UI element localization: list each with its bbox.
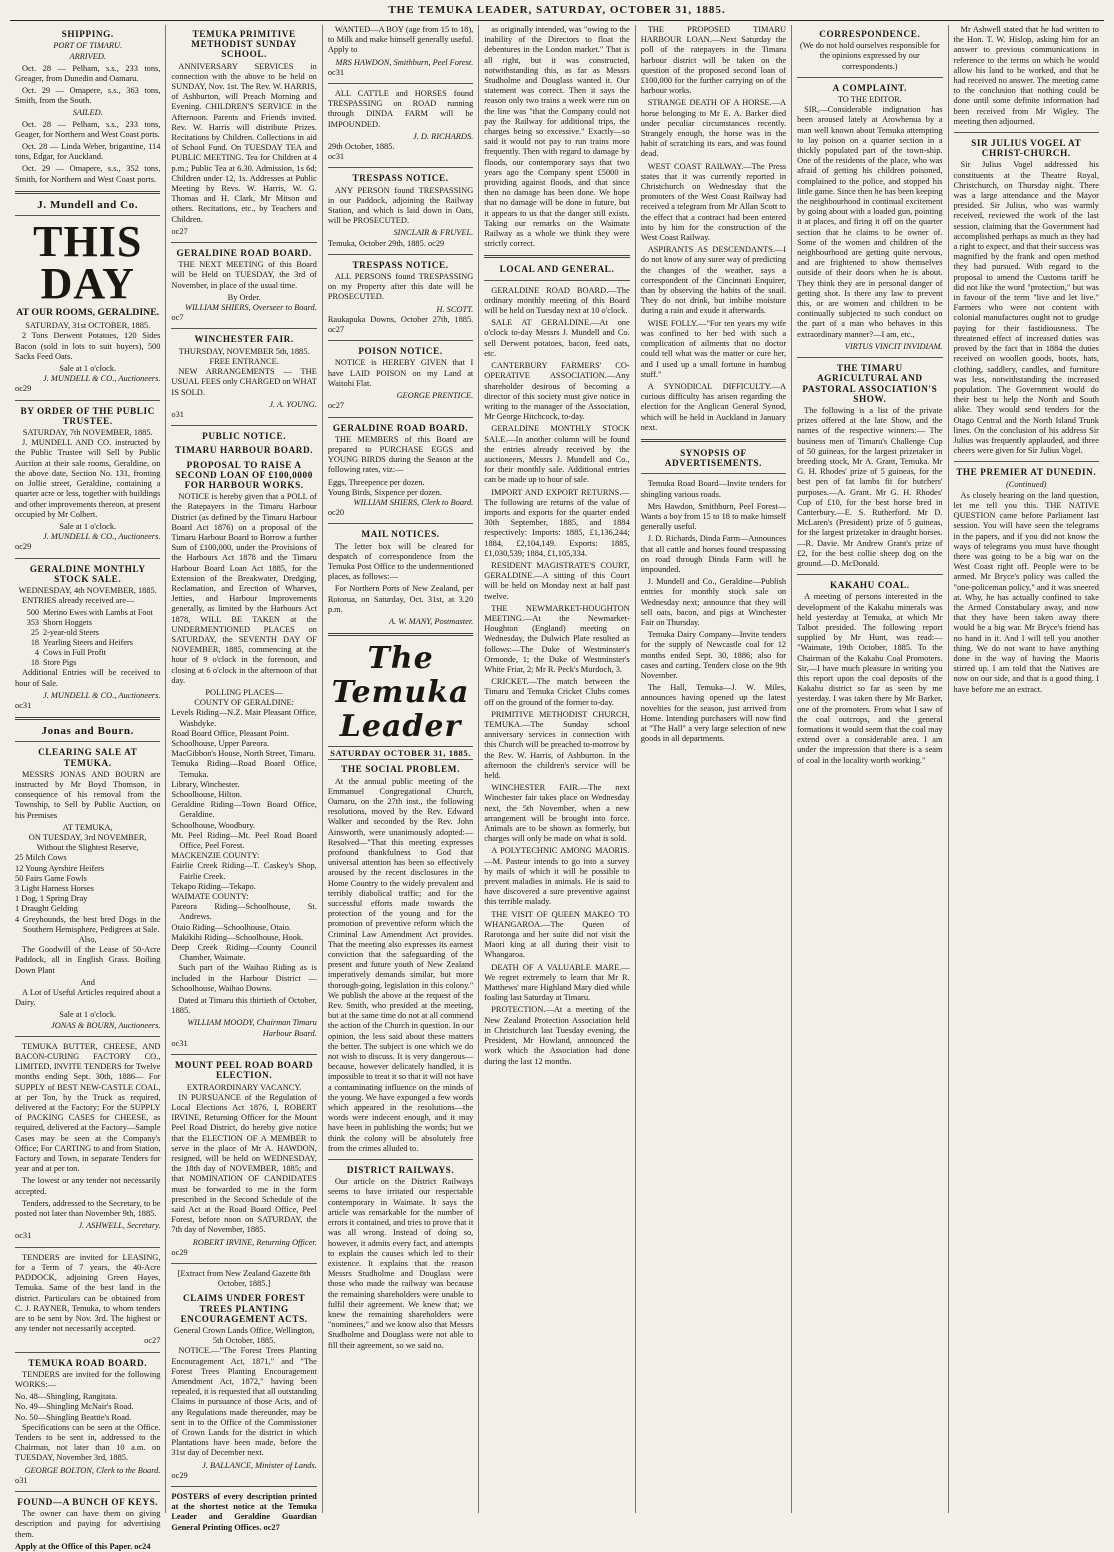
complaint-body: SIR,—Considerable indignation has been aroused lately at Arowhenua by a man well known about Temuka attempting to lay poison on a quarter section in a thickly populated part of the town-ship. One of the residents of the place, who was afraid of getting his children poisoned, complained to the police, and stopped his little game. Since then he has been keeping the neighbourhood in continual excitement by going about with a loaded gun, pointing it at places, and firing it off on the quarter section that he claims to be owner of. Some of the women and children of the neighbourhood are getting quite nervous, and are frightened to show themselves outside of their doors when he is about. They think they are in personal danger of getting shot. Is there any law to prevent this, or are women and children to be continually subjected to such conduct on the part of a man who behaves in this extraordinary manner?—I am, etc.,: [797, 105, 943, 339]
ad-code: o31: [15, 1475, 28, 1485]
this-day-heading: THIS DAY: [33, 217, 143, 309]
clearing-sale-body: MESSRS JONAS AND BOURN are instructed by Mr Boyd Thomson, in consequence of his removal from the Township, to Sell by Public Auction, on his Premises: [15, 769, 161, 820]
sailing-entry: Oct. 28 — Pelham, s.s., 233 tons, Geager, for Northern and West Coast ports.: [15, 119, 161, 139]
loan-proposal-heading: PROPOSAL TO RAISE A SECOND LOAN OF £100,0000 FOR HARBOUR WORKS.: [175, 459, 313, 490]
signature: H. SCOTT.: [436, 304, 474, 314]
road-board-spec: Specifications can be seen at the Office. Tenders to be sent in, addressed to the Chairman, not later than 10 a.m. on TUESDAY, November 3rd, 1885.: [15, 1422, 161, 1463]
sale-time: Sale at 1 o'clock.: [59, 1010, 117, 1020]
this-day-place: AT OUR ROOMS, GERALDINE.: [16, 307, 160, 319]
divider: [15, 400, 160, 401]
mount-peel-election-body: IN PURSUANCE of the Regulation of Local Elections Act 1876, I, ROBERT IRVINE, Returning Officer for the Mount Peel Road District, do hereby give notice that the ELECTION OF A MEMBER to serve in the place of Mr A. HAWDON, resigned, will be held on WEDNESDAY, the 18th day of NOVEMBER, 1885; and that NOMINATION OF CANDIDATES must be forwarded to me in the form prescribed in the Second Schedule of the said Act at the Road Board Office, Peel Forest, before noon on SATURDAY, the 7th day of November, 1885.: [171, 1092, 317, 1235]
columns: [10, 25, 1104, 1551]
news-item: CRICKET.—The match between the Timaru and Temuka Cricket Clubs comes off on the ground of the former to-day.: [484, 677, 630, 707]
trustee-heading: BY ORDER OF THE PUBLIC TRUSTEE.: [20, 405, 155, 426]
kakahu-coal-heading: KAKAHU COAL.: [829, 580, 910, 591]
divider: [328, 254, 473, 255]
clearing-sale-item: 12 Young Ayrshire Heifers: [15, 863, 105, 873]
ad-code: o31: [171, 409, 184, 419]
forest-claims-body: NOTICE.—"The Forest Trees Planting Encouragement Act, 1871," and "The Forest Trees Planting Encouragement Amendment Act, 1872," having been repealed, it is requested that all outstanding Claims in pursuance of those Acts, and of any Regulations made thereunder, may be sent in to the Office of the Commissioner of Crown Lands for the district in which Plantations have been made, before the 31st day of December next.: [171, 1346, 317, 1458]
stock-sale-date: WEDNESDAY, 4th NOVEMBER, 1885.: [18, 585, 157, 595]
ad-code: oc29: [171, 1247, 188, 1257]
stock-entry-count: 18: [30, 658, 39, 668]
district-railways-heading: DISTRICT RAILWAYS.: [346, 1165, 455, 1176]
continued-label: (Continued): [1006, 479, 1047, 489]
mail-notices-body: For Northern Ports of New Zealand, per Rotorua, on Saturday, Oct. 31st, at 3.20 p.m.: [327, 584, 474, 614]
polling-note: Such part of the Waihao Riding as is included in the Harbour District — Schoolhouse, Waihao Downs.: [171, 963, 317, 993]
divider: [797, 574, 942, 575]
divider: [328, 167, 473, 168]
divider: [171, 425, 316, 426]
ad-code: oc7: [171, 313, 184, 323]
divider: [15, 1352, 160, 1353]
auctioneer-heading: Jonas and Bourn.: [41, 725, 134, 738]
apply-footer: Apply at the Office of this Paper. oc24: [15, 1541, 151, 1551]
forest-claims-heading: CLAIMS UNDER FOREST TREES PLANTING ENCOURAGEMENT ACTS.: [180, 1293, 308, 1324]
synopsis-item: J. Mundell and Co., Geraldine—Publish entries for monthly stock sale on Wednesday next; announce that they will sell oats, bacon, and pigs at Winchester Fair on Thursday.: [640, 577, 787, 627]
stock-entry-count: 25: [30, 628, 39, 638]
column-5: [636, 25, 792, 1513]
butter-factory-lowest: The lowest or any tender not necessarily accepted.: [15, 1176, 161, 1196]
clearing-sale-place: AT TEMUKA,: [62, 822, 113, 832]
synopsis-item: The Hall, Temuka—J. W. Miles, announces having opened up the latest novelties for the season, just arrived from Home. Intending purchasers will now find at "The Hall" a very large selection of new goods in all departments.: [640, 683, 787, 744]
divider: [328, 340, 473, 341]
district-railways-body: Our article on the District Railways seems to have irritated our respectable contemporary in Waimate. It says the article was remarkable for the number of errors it contained, and tries to prove that it was all wrong. Instead of doing so, however, it admits every fact, and attempts to explain the causes which led to their existence. It explains that the reason Messrs Studholme and Douglass were those who made the railway was because the remaining shareholders were unable to fulfil their agreement. We knew that; we knew the remaining shareholders were "nominees," and we know also that Messrs Studholme and Douglass were not able to fill their agreement, so we said no.: [327, 1177, 474, 1350]
premier-heading: THE PREMIER AT DUNEDIN.: [956, 467, 1097, 478]
ad-code: oc29: [15, 384, 32, 394]
kakahu-continued: Mr Ashwell stated that he had written to the Hon. T. W. Hislop, asking him for an answer to previous communications in reference to the terms on which he would allow his land to be worked, and that he had received no answer. The meeting came to the conclusion that nothing could be done until some definite information had been received from Mr Wigley. The meeting then adjourned.: [953, 25, 1099, 126]
issue-dateline: SATURDAY OCTOBER 31, 1885.: [328, 746, 473, 760]
synopsis-item: Mrs Hawdon, Smithburn, Peel Forest—Wants a boy from 15 to 18 to make himself generally useful.: [640, 501, 787, 532]
stock-entry-description: Cows in Full Profit: [43, 648, 107, 658]
stock-entry-description: Store Pigs: [43, 658, 77, 668]
polling-place-item: Library, Winchester.: [171, 779, 240, 789]
sailed-label: SAILED.: [72, 108, 103, 118]
polling-place-item: Pareora Riding—Schoolhouse, St. Andrews.: [171, 902, 317, 922]
sailing-entry: Oct. 28 — Linda Weber, brigantine, 114 tons, Edgar, for Auckland.: [15, 142, 161, 162]
signature: GEORGE PRENTICE.: [396, 391, 474, 401]
stock-entry-row: [15, 628, 160, 638]
divider: [171, 328, 316, 329]
sale-time: Sale at 1 o'clock.: [59, 521, 117, 531]
divider: [328, 633, 473, 636]
road-contracts: [15, 1392, 160, 1423]
news-item: A POLYTECHNIC AMONG MAORIS.—M. Pasteur intends to go into a survey by mails of which it will be possible to prevent maladies in animals. He is said to have discovered a sure preventive against this terrible malady.: [484, 846, 630, 907]
ad-code: oc31: [15, 700, 32, 710]
trustee-body: J. MUNDELL AND CO. instructed by the Public Trustee will Sell by Public Auction at their sale rooms, Geraldine, on the above date, Section No. 131, fronting on Jollie street, Geraldine, containing a quarter acre or less, together with buildings and other improvements thereon, at present occupied by Mr Colbert.: [15, 438, 161, 519]
notice-date: Raukapuka Downs, October 27th, 1885. oc27: [327, 314, 474, 335]
column-7: [949, 25, 1104, 1513]
ad-code: oc31: [327, 152, 345, 162]
news-item: CANTERBURY FARMERS' CO-OPERATIVE ASSOCIATION.—Any shareholder desirous of becoming a director of this society must give notice in writing to the manager of the Association, Mr George Hitchcock, to-day.: [484, 361, 630, 422]
signature: A. W. MANY, Postmaster.: [388, 616, 474, 626]
clearing-sale-items: [15, 853, 160, 935]
vogel-body: Sir Julius Vogel addressed his constituents at the Theatre Royal, Christchurch, on Thursday night. There was a large attendance and the Mayor presided. Sir Julius, who was warmly received, reviewed the work of the last session, claiming that the Government had accomplished perhaps as much as they had a right to expect, and that their success was magnified by the frank and open method they had pursued. With regard to the proposal to amend the Customs tariff he did not like the word "protection," but was in favour of the term "live and let live." Farmers who were not content with colonial manufactures ought not to grudge paying for their fastidiousness. The threatened effect of increased duties was proved by the fact that in 1884 the duties received on woollen goods, boots, hats, clothing, saddlery, candles, and furniture was less, notwithstanding the increased population. The Government would do their best to help the North and South alike. They would send tenders for the Otago Central and the North Island Trunk lines. On the conclusion of his address Sir Julius was frequently applauded, and three cheers were given for Sir Julius Vogel.: [953, 160, 1099, 456]
ad-code: oc20: [327, 508, 345, 518]
news-item: WINCHESTER FAIR.—The next Winchester fair takes place on Wednesday next, the 5th November, when a new arrangement will be brought into force. Animals are to be shown as formerly, but charges will only be made on what is sold.: [484, 783, 630, 844]
stock-entry-count: 4: [34, 648, 39, 658]
cattle-notice-body: ALL CATTLE and HORSES found TRESPASSING on ROAD running through DINDA FARM will be IMPOUNDED.: [327, 89, 474, 129]
road-contract-item: No. 48—Shingling, Rangitata.: [15, 1392, 118, 1402]
signature: WILLIAM MOODY, Chairman Timaru Harbour Board.: [187, 1018, 317, 1038]
news-item: IMPORT AND EXPORT RETURNS.—The following are returns of the value of imports and exports for the quarter ended 30th September, 1885, and 1884 respectively: Imports: 1885, £1,136,244; 1884, £2,104,149. Exports: 1885, £1,030,539; 1884, £1,105,334.: [484, 487, 630, 558]
harbour-board-heading: TIMARU HARBOUR BOARD.: [175, 445, 314, 456]
divider: [641, 473, 786, 474]
divider: [171, 1486, 316, 1487]
local-news-items: [484, 286, 629, 1067]
ad-code: oc27: [144, 1336, 161, 1346]
trustee-date: SATURDAY, 7th NOVEMBER, 1885.: [22, 428, 153, 438]
divider: [641, 439, 786, 442]
public-notice-heading: PUBLIC NOTICE.: [202, 431, 287, 442]
premier-body: As closely bearing on the land question, let me tell you this. THE NATIVE QUESTION came before Parliament last session. You will have seen the telegrams in the papers, and if you did not know the ways of telegrams you must have thought there was going to be a big war on the West Coast right off. People were to be armed. Mr Bryce's policy was called the "one-policeman policy," and it was sneered at. Why, he has actually confined to take the Armed Constabulary away, and now that they have been taken away there would be a big war. Mr Bryce's friend has no hand in it. And I will tell you another thing. We do not want to have anything done in the way of having the Maoris stirred up. I am told that the Natives are now on our side, and that is a good thing. I have before me an extract.: [953, 490, 1099, 694]
stock-entry-count: 353: [26, 618, 39, 628]
trespass-heading: TRESPASS NOTICE.: [352, 259, 449, 270]
clearing-sale-item: 25 Milch Cows: [15, 853, 67, 863]
road-contract-item: No. 50—Shingling Beattie's Road.: [15, 1412, 132, 1422]
local-general-heading: LOCAL AND GENERAL.: [499, 264, 615, 275]
stock-entry-description: Yearling Steers and Heifers: [43, 638, 133, 648]
gazette-extract: [Extract from New Zealand Gazette 8th October, 1885.]: [177, 1268, 311, 1289]
trespass-body: ALL PERSONS found TRESPASSING on my Property after this date will be PROSECUTED.: [327, 272, 474, 302]
signature: WILLIAM SHIERS, Overseer to Board.: [185, 303, 317, 313]
mail-notices-heading: MAIL NOTICES.: [361, 529, 440, 540]
polling-place-item: MacGibbon's House, North Street, Timaru.: [171, 749, 316, 759]
forest-claims-office: General Crown Lands Office, Wellington, 5th October, 1885.: [173, 1325, 315, 1346]
news-item: THE NEWMARKET-HOUGHTON MEETING.—At the Newmarket-Houghton (England) meeting on Wednesday, the Dulwich Plate resulted as follows:—The Duke of Westminster's Ormonde, 1; the Duke of Westminster's White Friar, 2; Mr R. Peck's Murdoch, 3.: [484, 603, 630, 674]
clearing-lot: A Lot of Useful Articles required about a Dairy.: [15, 988, 161, 1008]
polling-place-item: Road Board Office, Pleasant Point.: [171, 728, 289, 738]
polling-place-item: Temuka Riding—Road Board Office, Temuka.: [171, 759, 317, 779]
ad-code: oc27: [171, 226, 188, 236]
signature: VIRTUS VINCIT INVIDIAM.: [844, 341, 943, 351]
stock-entry-count: 18: [30, 638, 39, 648]
paper-title: The Temuka Leader: [331, 641, 470, 745]
stock-entry-row: [15, 648, 160, 658]
stock-entry-row: [15, 658, 160, 668]
stock-sale-note: Additional Entries will be received to hour of Sale.: [15, 668, 161, 688]
polling-place-item: Otaio Riding—Schoolhouse, Otaio.: [171, 922, 291, 932]
this-day-date: SATURDAY, 31st OCTOBER, 1885.: [25, 321, 151, 331]
clearing-sale-date: ON TUESDAY, 3rd NOVEMBER, Without the Slightest Reserve,: [28, 832, 147, 853]
column-2: [166, 25, 322, 1532]
polling-place-item: MACKENZIE COUNTY:: [171, 851, 260, 861]
trespass-heading: TRESPASS NOTICE.: [352, 173, 449, 184]
signature: J. BALLANCE, Minister of Lands.: [202, 1460, 317, 1470]
bird-rates: [328, 478, 473, 498]
divider: [15, 558, 160, 559]
stock-entry-description: Merino Ewes with Lambs at Foot: [43, 608, 153, 618]
divider: [15, 1036, 160, 1037]
clearing-sale-item: 1 Dog, 1 Spring Dray: [15, 894, 88, 904]
polling-dated: Dated at Timaru this thirtieth of October, 1885.: [171, 996, 317, 1016]
signature: J. MUNDELL & CO., Auctioneers.: [43, 532, 161, 542]
stock-sale-heading: GERALDINE MONTHLY STOCK SALE.: [29, 563, 146, 584]
stock-entry-row: [15, 608, 160, 618]
synopsis-item: J. D. Richards, Dinda Farm—Announces that all cattle and horses found trespassing on road through Dinda Farm will be impounded.: [640, 534, 787, 574]
news-item: THE VISIT OF QUEEN MAKEO TO WHANGAROA.—The Queen of Rarotonga and her suite did not visit the Maori king at all during their visit to Whangaroa.: [484, 909, 630, 960]
arrival-entry: Oct. 29 — Omapere, s.s., 363 tons, Smith, from the South.: [15, 86, 161, 106]
synopsis-heading: SYNOPSIS OF ADVERTISEMENTS.: [664, 447, 763, 469]
clearing-goodwill: The Goodwill of the Lease of 50-Acre Paddock, all in English Grass. Boiling Down Plant: [15, 945, 161, 975]
correspondence-heading: CORRESPONDENCE.: [819, 29, 921, 39]
polling-places-heading: POLLING PLACES—: [205, 687, 283, 697]
synopsis-item: Temuka Road Board—Invite tenders for shingling various roads.: [640, 479, 787, 499]
poison-body: NOTICE is HEREBY GIVEN that I have LAID POISON on my Land at Waitohi Flat.: [327, 358, 474, 388]
news-item: PRIMITIVE METHODIST CHURCH, TEMUKA.—The Sunday school anniversary services in connection with this Church will be preached to-morrow by the Rev. W. Harris, of Ashburton. In the afternoon the children's service will be held.: [484, 709, 630, 781]
clearing-sale-item: 1 Draught Gelding: [15, 904, 78, 914]
divider: [328, 83, 473, 84]
clearing-sale-item: 3 Light Harness Horses: [15, 883, 94, 893]
poison-heading: POISON NOTICE.: [358, 346, 443, 357]
polling-place-item: Fairlie Creek Riding—T. Caskey's Shop, Fairlie Creek.: [171, 861, 317, 881]
divider: [15, 1491, 160, 1492]
ad-code: oc29: [15, 542, 32, 552]
complaint-heading: A COMPLAINT.: [832, 82, 908, 93]
news-item: GERALDINE MONTHLY STOCK SALE.—In another column will be found the entries already received by the auctioneers, Messrs J. Mundell and Co., for their monthly sale. Additional entries can be made up to hour of sale.: [484, 424, 630, 485]
notice-date: Temuka, October 29th, 1885. oc29: [327, 238, 445, 248]
signature: MRS HAWDON, Smithburn, Peel Forest.: [335, 57, 474, 67]
polling-places-list: [171, 708, 316, 963]
stock-sale-intro: ENTRIES already received are—: [22, 596, 135, 606]
signature: JONAS & BOURN, Auctioneers.: [51, 1020, 161, 1030]
stock-entry-count: 500: [26, 608, 39, 618]
divider: [484, 280, 629, 281]
ad-code: oc27: [327, 401, 345, 411]
signature: J. ASHWELL, Secretary.: [78, 1221, 161, 1231]
show-body: The following is a list of the private prizes offered at the late Show, and the names of the respective winners:— The business men of Timaru's Challenge Cup of 50 guineas, for the largest prizetaker in breeding stock, Mr A. Grant, Temuka. Mr G. H. Rhodes' prize of 5 guineas, for the best pen of fat lambs fit for butchers' purposes.—A. Grant. Mr G. H. Rhodes' Cup of £10, for the best horse bred in Canterbury.—E. S. Rutherford. Mr D. McLaren's (President) prize of 5 guineas, for the largest prizetaker in draught horses.—R. Davie. Mr Andrew Grant's prize of £2, for the best collie sheep dog on the ground.—D. McDonald.: [797, 405, 943, 568]
news-item: ASPIRANTS AS DESCENDANTS.—I do not know of any surer way of predicting the changes of the weather, says a correspondent of the Cincinnati Enquirer, than by observing the habits of the snail. They do not drink, but imbibe moisture during a rain and exude it afterwards.: [640, 245, 787, 316]
news-item: SALE AT GERALDINE.—At one o'clock to-day Messrs J. Mundell and Co. sell Derwent potatoes, bacon, feed oats, etc.: [484, 318, 630, 358]
news-item: THE PROPOSED TIMARU HARBOUR LOAN.—Next Saturday the poll of the ratepayers in the Timaru harbour district will be taken on the question of the proposed second loan of £100,000 for the further carrying on of the harbour works.: [640, 25, 787, 96]
sailing-entry: Oct. 29 — Omapere, s.s., 352 tons, Smith, for Northern and West Coast ports.: [15, 164, 161, 184]
stock-entries-table: [15, 608, 160, 668]
divider: [15, 191, 160, 194]
geraldine-road-board-heading: GERALDINE ROAD BOARD.: [332, 422, 469, 433]
clearing-sale-item: 50 Fairs Game Fowls: [15, 873, 87, 883]
signature: J. D. RICHARDS.: [413, 131, 474, 141]
ad-code: oc31: [171, 1038, 188, 1048]
road-board-body: TENDERS are invited for the following WORKS:—: [15, 1369, 161, 1389]
arrived-label: ARRIVED.: [69, 52, 106, 62]
social-problem-heading: THE SOCIAL PROBLEM.: [341, 764, 460, 775]
clearing-and: And: [80, 977, 95, 987]
news-item: GERALDINE ROAD BOARD.—The ordinary monthly meeting of this Board will be held on Tuesday next at 10 o'clock.: [484, 285, 630, 316]
divider: [328, 1159, 473, 1160]
synopsis-items: [641, 479, 786, 744]
polling-place-item: Schoolhouse, Hilton.: [171, 790, 242, 800]
railways-continued: as originally intended, was "owing to the inability of the Directors to float the debentures in the London market." That is all right, but it was constructed, notwithstanding this, as far as Messrs Studholme and Douglass wanted it. Our statement was correct. Then it says the reason only two trains a week were run on the line was "that the Company could not pay the Railway for additional trips, the charges being so excessive." Exactly—so said it would not pay to run trains more frequently. Then with regard to damage by floods, our contemporary says that two years ago the Company spent £5000 in providing against floods, and that since then no damage has been done. We hope that no damage will be done in future, but it appears to us that the danger still exists. Taking our remarks on the Waimate Railway as a whole we think they were strictly correct.: [484, 25, 630, 249]
vacancy-subheading: EXTRAORDINARY VACANCY.: [186, 1082, 302, 1092]
ad-code: oc31: [327, 67, 345, 77]
mail-notices-body: The letter box will be cleared for despatch of correspondence from the Temuka Post Office to the undermentioned places, as follows:—: [327, 541, 474, 582]
bird-rate-item: Young Birds, Sixpence per dozen.: [327, 487, 442, 497]
eggs-notice-body: THE MEMBERS of this Board are prepared to PURCHASE EGGS and YOUNG BIRDS during the Season at the following rates, viz:—: [327, 434, 474, 475]
county-label: COUNTY OF GERALDINE:: [194, 698, 294, 708]
clearing-sale-item: 4 Greyhounds, the best bred Dogs in the Southern Hemisphere, Pedigrees at Sale.: [15, 914, 161, 934]
divider: [171, 1263, 316, 1264]
column-4: [479, 25, 635, 1513]
winchester-fair-date: THURSDAY, NOVEMBER 5th, 1885.: [178, 346, 310, 356]
leasing-tender: TENDERS are invited for LEASING, for a Term of 7 years, the 40-Acre PADDOCK, adjoining Green Hayes, Temuka. Same of the best land in the district. Particulars can be obtained from C. J. RAYNER, Temuka, to whom tenders are to be sent by Nov. 3rd. The highest or any tender not necessarily accepted.: [15, 1252, 161, 1334]
polling-place-item: Mt. Peel Riding—Mt. Peel Road Board Office, Peel Forest.: [171, 830, 317, 851]
found-keys-body: The owner can have them on giving description and paying for advertising them.: [15, 1509, 161, 1539]
divider: [328, 417, 473, 418]
clearing-also: Also,: [78, 935, 97, 944]
notice-date: 29th October, 1885.: [327, 142, 395, 152]
posters-notice: POSTERS of every description printed at the shortest notice at the Temuka Leader and Geraldine Guardian General Printing Offices. oc27: [171, 1492, 317, 1532]
methodist-body: ANNIVERSARY SERVICES in connection with the above to be held on SUNDAY, Nov. 1st. The Rev. W. HARRIS, of Ashburton, will Preach Morning and Evening. CHILDREN'S SERVICE in the Afternoon. Parents and Friends invited. Rev. W. Harris will distribute Prizes. Recitations by Children. Collections in aid of School Fund. On TUESDAY TEA and PUBLIC MEETING. Tea for Children at 4 p.m.; Public Tea at 6.30. Admission, 1s 6d; Children under 12, 1s. Addresses at Public Meeting by Revs. W. Harris, W. G. Thomas and H. Clark, Mr Mitson and others. Recitations, etc., by Teachers and Children.: [171, 61, 317, 224]
local-news-items: [641, 25, 786, 433]
polling-place-item: Schoolhouse, Woodbury.: [171, 820, 255, 830]
divider: [484, 255, 629, 258]
winchester-fair-entrance: FREE ENTRANCE.: [209, 356, 279, 366]
butter-factory-address: Tenders, addressed to the Secretary, to be posted not later than November 9th, 1885.: [15, 1198, 161, 1219]
polling-place-item: Schoolhouse, Upper Pareora.: [171, 739, 270, 748]
correspondence-note: (We do not hold ourselves responsible for the opinions expressed by our correspondents.): [799, 41, 940, 71]
column-1: [10, 25, 166, 1551]
divider: [954, 461, 1099, 462]
to-the-editor: TO THE EDITOR.: [837, 95, 902, 105]
kakahu-coal-body: A meeting of persons interested in the development of the Kakahu minerals was held yesterday at Temuka, at which Mr Talbot presided. The following report supplied by Mr Hunt, was read:— "Waimate, 19th October, 1885. To the Chairman of the Kakahu Coal Promoters. Sir,—I have much pleasure in writing you this report upon the coal deposits of the Kakahu district so far as seen by me yesterday. I was taken there by Mr Barker, one of the promoters. From what I saw of the coal outcrops, and the general formations it would seem that the coal may extend over a considerable area. I am under the impression that there is a seam of coal in the locality worth working.": [797, 592, 943, 765]
signature: WILLIAM SHIERS, Clerk to Board.: [353, 497, 474, 507]
polling-place-item: Makikihi Riding—Schoolhouse, Hook.: [171, 932, 304, 942]
ad-code: oc31: [15, 1231, 32, 1241]
divider: [328, 523, 473, 524]
stock-entry-row: [15, 618, 160, 628]
auctioneer-heading: J. Mundell and Co.: [37, 198, 139, 211]
divider: [15, 1247, 160, 1248]
news-item: DEATH OF A VALUABLE MARE.—We regret extremely to learn that Mr R. Matthews' mare Highland Mary died while foaling last Saturday at Timaru.: [484, 962, 630, 1003]
winchester-fair-heading: WINCHESTER FAIR.: [194, 334, 294, 345]
news-item: STRANGE DEATH OF A HORSE.—A horse belonging to Mr E. A. Barker died under peculiar circumstances recently. Strangely enough, the horse was in the habit of scratching its ears, and was found dead.: [640, 98, 787, 159]
polling-place-item: Levels Riding—N.Z. Mair Pleasant Office, Washdyke.: [171, 708, 317, 728]
synopsis-item: Temuka Dairy Company—Invite tenders for the supply of Newcastle coal for 12 months ended Sept. 30, 1886; also for cases and carting. Tenders close on the 9th November.: [640, 630, 787, 680]
signature: SINCLAIR & FRUVEL.: [393, 228, 474, 238]
polling-place-item: Deep Creek Riding—County Council Chamber, Waimate.: [171, 943, 317, 963]
running-title: THE TEMUKA LEADER, SATURDAY, OCTOBER 31, 1885.: [388, 4, 726, 16]
news-item: A SYNODICAL DIFFICULTY.—A curious difficulty has arisen regarding the election for the Anglican General Synod, which will be held in Auckland in January next.: [640, 381, 787, 432]
port-heading: PORT OF TIMARU.: [53, 41, 123, 51]
stock-entry-row: [15, 638, 160, 648]
polling-place-item: WAIMATE COUNTY:: [171, 892, 249, 902]
divider: [797, 77, 942, 78]
column-3: [323, 25, 479, 1513]
show-heading: THE TIMARU AGRICULTURAL AND PASTORAL ASSOCIATION'S SHOW.: [802, 363, 938, 404]
column-6: [792, 25, 948, 1513]
shipping-heading: SHIPPING.: [61, 29, 114, 39]
trespass-body: ANY PERSON found TRESPASSING in our Paddock, adjoining the Railway Station, and which is laid down in Oats, will be PROSECUTED.: [327, 185, 474, 226]
methodist-heading: TEMUKA PRIMITIVE METHODIST SUNDAY SCHOOL.: [191, 29, 298, 60]
divider: [797, 357, 942, 358]
paper-nameplate: [328, 642, 473, 760]
geraldine-road-board-heading: GERALDINE ROAD BOARD.: [176, 248, 312, 259]
divider: [171, 242, 316, 243]
polling-place-item: Geraldine Riding—Town Board Office, Geraldine.: [171, 800, 317, 820]
vogel-heading: SIR JULIUS VOGEL AT CHRIST-CHURCH.: [971, 138, 1082, 159]
road-contract-item: No. 49—Shingling McNair's Road.: [15, 1402, 134, 1412]
bird-rate-item: Eggs, Threepence per dozen.: [327, 477, 425, 487]
divider: [954, 132, 1099, 133]
this-day-body: 2 Tons Derwent Potatoes, 120 Sides Bacon (sold in lots to suit buyers), 500 Sacks Feed Oats.: [15, 331, 161, 361]
sale-time: Sale at 1 o'clock.: [59, 364, 117, 374]
polling-place-item: Tekapo Riding—Tekapo.: [171, 881, 256, 891]
stock-entry-description: Shorn Hoggets: [43, 618, 92, 628]
stock-entry-description: 2-year-old Steers: [43, 628, 99, 638]
divider: [15, 741, 160, 742]
divider: [15, 215, 160, 216]
by-order: By Order.: [227, 292, 261, 302]
signature: ROBERT IRVINE, Returning Officer.: [192, 1237, 317, 1247]
loan-proposal-body: NOTICE is hereby given that a POLL of the Ratepayers in the Timaru Harbour District (as defined by the Timaru Harbour Board Act 1876) on a proposal of the Timaru Harbour Board to Borrow a further Sum of £100,000, under the Provisions of the Harbours Act 1878 and the Timaru Harbour Board Loan Act 1885, for the Extension of the Breakwater, Dredging, Reclamation, and Erection of Wharves, Jetties, and Harbour Improvements generally, as limited by the Harbours Act 1878, WILL BE TAKEN at the UNDERMENTIONED PLACES on SATURDAY, the SEVENTH DAY OF NOVEMBER, 1885, commencing at the hour of 9 o'clock in the forenoon, and closing at 6 o'clock in the afternoon of that day.: [171, 492, 317, 685]
news-item: PROTECTION.—At a meeting of the New Zealand Protection Association held in Christchurch last Tuesday evening, the President, Mr Howland, announced the work which the Association had done during the last 12 months.: [484, 1005, 630, 1066]
mount-peel-election-heading: MOUNT PEEL ROAD BOARD ELECTION.: [175, 1060, 314, 1081]
news-item: WEST COAST RAILWAY.—The Press states that it was currently reported in Christchurch on Wednesday that the promoters of the West Coast Railway had received a telegram from Mr Allan Scott to the effect that a contract had been entered into by him for the construction of the West Coast Railway.: [640, 161, 787, 243]
running-header: [10, 0, 1104, 21]
divider: [15, 717, 160, 720]
winchester-fair-body: NEW ARRANGEMENTS — THE USUAL FEES only CHARGED on WHAT IS SOLD.: [171, 367, 317, 397]
signature: GEORGE BOLTON, Clerk to the Board.: [24, 1465, 161, 1475]
signature: J. MUNDELL & CO., Auctioneers.: [43, 374, 161, 384]
news-item: RESIDENT MAGISTRATE'S COURT, GERALDINE.—A sitting of this Court will be held on Monday next at half past twelve.: [484, 560, 630, 601]
divider: [171, 1054, 316, 1055]
found-keys-heading: FOUND—A BUNCH OF KEYS.: [17, 1496, 159, 1507]
clearing-sale-heading: CLEARING SALE AT TEMUKA.: [38, 747, 138, 768]
signature: J. MUNDELL & CO., Auctioneers.: [43, 690, 161, 700]
geraldine-road-board-body: THE NEXT MEETING of this Board will be Held on TUESDAY, the 3rd of November, in place of the usual time.: [171, 260, 317, 290]
news-item: WISE FOLLY.—"For ten years my wife was confined to her bed with such a complication of ailments that no doctor could tell what was the matter or cure her, and I used up a small fortune in humbug stuff.": [640, 318, 787, 379]
social-problem-body: At the annual public meeting of the Emmanuel Congregational Church, Oamaru, on the 27th inst., the following resolutions, moved by the Rev. Edward Walker and seconded by the Rev. John Ainsworth, were unanimously adopted:— Resolved—"That this meeting expresses profound thankfulness to God that universal attention has been so effectively aroused by the recent disclosures in the Home Country to the widely prevalent and terribly diabolical traffic; and for the successful efforts made towards the protection of the young and for the promotion of preventive reform which the Criminal Law Amendment Act provides. That the meeting also expresses its earnest conviction that the safeguarding of the present and future youth of New Zealand imperatively demands similar, but more thorough-going, legislation in this colony." We publish the above at the request of the Rev. Smith, who presided at the meeting, but at the same time do not at all commend the action of the Church in question. In our opinion, the less said about these matters the better. The subject is one which we do not wish to discuss. It is very dangerous—because, however delicately handled, it is impossible to treat it so that it will not have a contaminating influence on the minds of the young. We have expunged a few words which appeared in the resolutions—the words were indecent enough, and it may have been in publishing the words; but we think the colony will be absolutely free from the crimes alluded to.: [327, 776, 474, 1153]
signature: J. A. YOUNG.: [269, 399, 317, 409]
arrival-entry: Oct. 28 — Pelham, s.s., 233 tons, Greager, from Dunedin and Oamaru.: [15, 63, 161, 83]
butter-factory-tender: TEMUKA BUTTER, CHEESE, AND BACON-CURING FACTORY CO., LIMITED, INVITE TENDERS for Twelve months ending Sept. 30th, 1886— For SUPPLY of BEST NEW-CASTLE COAL, at per Ton, by the Truck as required, delivered at the Factory; For the SUPPLY of PACKING CASES for CHEESE, as required, delivered at the Factory—Sample Cases may be seen at the Company's Office; For CARTING to and from Station, Factory and Town, in separate Tenders for year and at per ton.: [15, 1041, 161, 1174]
temuka-road-board-heading: TEMUKA ROAD BOARD.: [28, 1357, 148, 1368]
ad-code: oc29: [171, 1470, 188, 1480]
wanted-boy-body: WANTED—A BOY (age from 15 to 18), to Milk and make himself generally useful. Apply to: [327, 25, 474, 55]
